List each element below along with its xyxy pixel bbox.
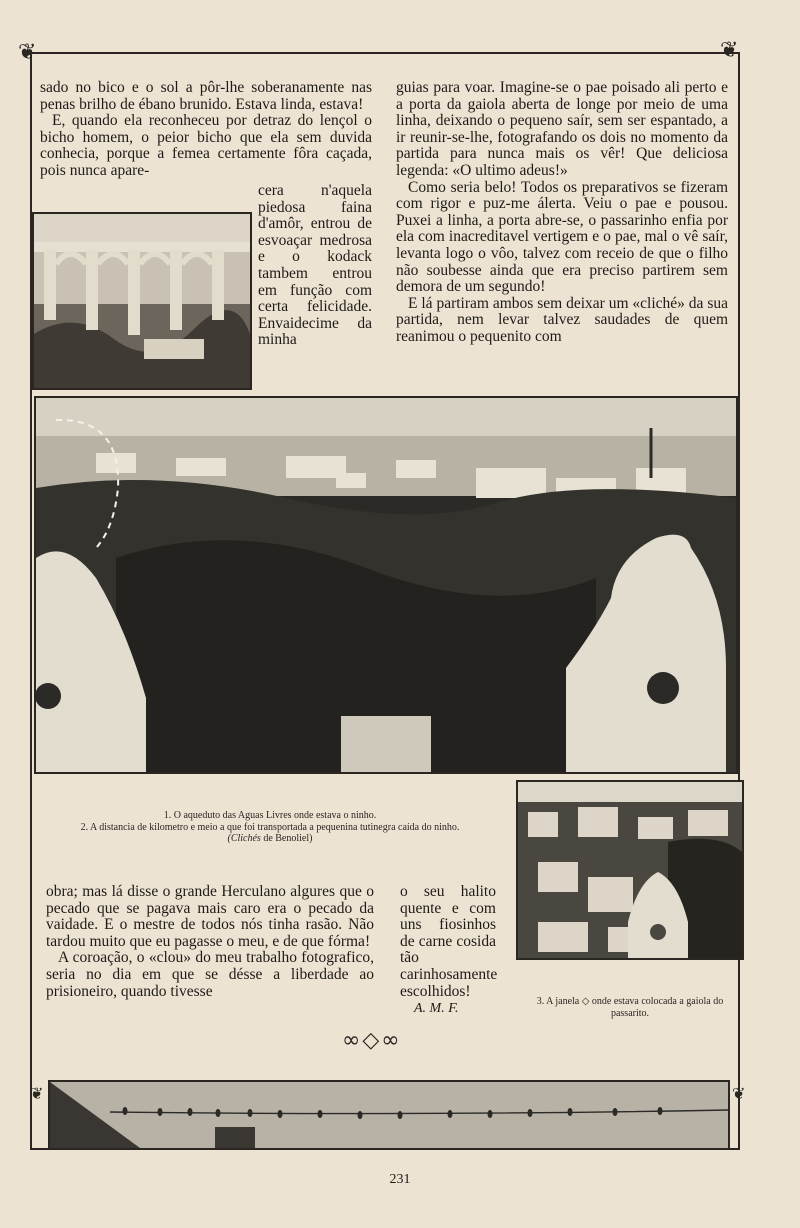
signature: A. M. F. [414,1001,459,1016]
ornament: ∞◇∞ [342,1028,402,1053]
article-text-top-right [396,80,728,346]
article-text-wrap [258,183,372,349]
page-number: 231 [389,1172,411,1187]
flourish-top-right: ❦ [720,38,739,63]
caption-line-2: 2. A distancia de kilometro e meio a que foi transportada a pequenina tutinegra caída do ninho. [80,821,460,833]
article-text-bottom-mid [400,884,496,1000]
paragraph: E, quando ela reconheceu por detraz do lençol o bicho homem, o peior bicho que ela sem duvida conhecia, porque a femea certamente fôra caçada, pois nunca apare- [40,112,372,179]
birds-on-wire-photo [48,1080,730,1150]
window-caption [520,996,740,1019]
paragraph: cera n'aquela piedosa faina d'amôr, entrou de esvoaçar medrosa e o kodack tambem entrou em função com certa felicidade. Envaidecime da minha [258,182,372,349]
window-photo [516,780,744,960]
caption-line-3: 3. A janela ◇ onde estava colocada a gaiola do passarito. [536,996,724,1019]
caption-credit-italic: (Clichés [227,833,261,844]
article-text-top-left [40,80,372,180]
article-text-bottom-left [46,884,374,1000]
flourish-bottom-left: ❦ [30,1084,44,1103]
aqueduct-photo [32,212,252,390]
paragraph: sado no bico e o sol a pôr-lhe soberanamente nas penas brilho de ébano brunido. Estava linda, estava! [40,79,372,113]
city-panorama-photo [34,396,738,774]
paragraph: E lá partiram ambos sem deixar um «cliché» da sua partida, nem levar talvez saudades de quem reanimou o pequenito com [396,294,728,345]
paragraph: Como seria belo! Todos os preparativos se fizeram com rigor e puz-me álerta. Veiu o pae e pousou. Puxei a linha, a porta abre-se, o passarinho enfia por ela com inacreditavel vertigem e o pae, mal o vê saír, levanta logo o vôo, talvez com receio de que o filho não soubesse ainda que era preciso partirem sem demora de um segundo! [396,178,728,296]
paragraph: o seu halito quente e com uns fiosinhos de carne cosida tão carinhosamente escolhidos! [400,883,498,1000]
flourish-bottom-right: ❦ [732,1084,746,1103]
caption-credit-rest: de Benoliel) [260,833,313,844]
paragraph: obra; mas lá disse o grande Herculano algures que o pecado que se pagava mais caro era o pecado da vaidade. E o mestre de todos nós tinha rasão. Não tardou muito que eu pagasse o meu, e de que fórma! [46,883,374,950]
caption-credit [60,833,480,845]
paragraph: guias para voar. Imagine-se o pae poisado ali perto e a porta da gaiola aberta de longe por meio de uma linha, deixando o pequeno saír, sem ser espantado, a ir reunir-se-lhe, fotografando os dois no momento da partida para nunca mais os vêr! Que deliciosa legenda: «O ultimo adeus!» [396,79,728,179]
caption-line-1: 1. O aqueduto das Aguas Livres onde estava o ninho. [163,810,377,821]
figure-caption [60,810,480,845]
flourish-top-left: ❦ [18,40,37,65]
paragraph: A coroação, o «clou» do meu trabalho fotografico, seria no dia em que se désse a liberdade ao prisioneiro, quando tivesse [46,949,374,1000]
